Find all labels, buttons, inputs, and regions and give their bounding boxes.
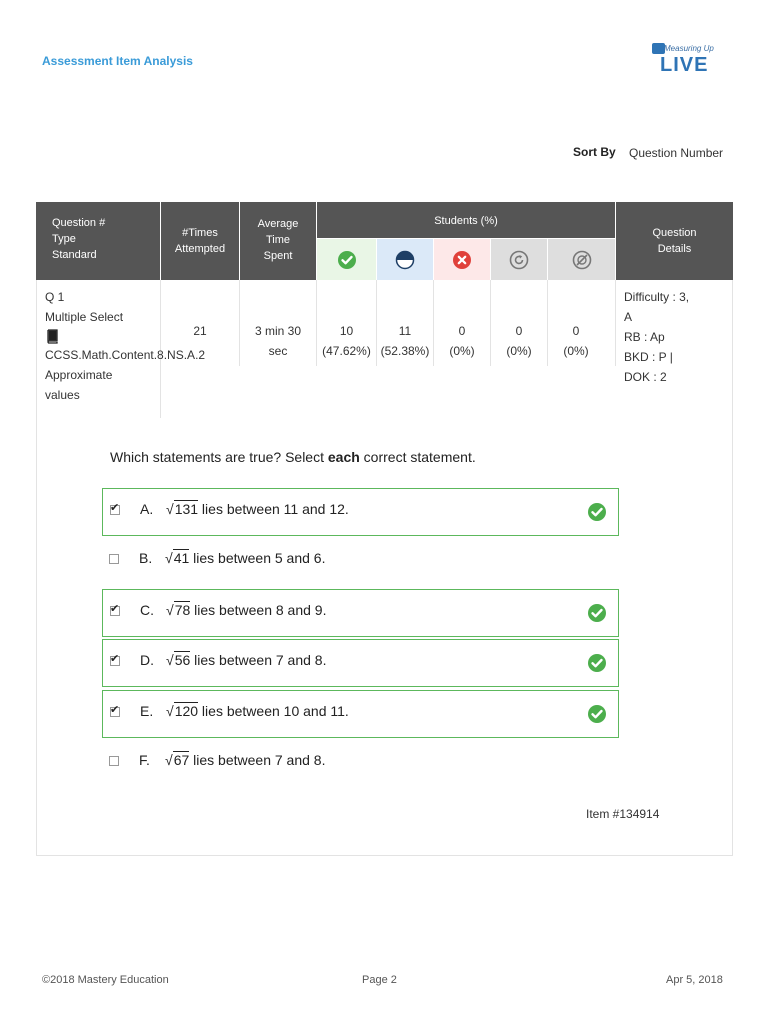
radicand: 120 (174, 703, 199, 719)
status-skipped-cell (548, 239, 615, 280)
question-type: Multiple Select (45, 310, 124, 324)
logo-small-text: Measuring Up (664, 44, 714, 53)
logo-big-text: LIVE (660, 54, 709, 76)
header-standard: Standard (52, 249, 97, 261)
status-partial-cell (377, 239, 433, 280)
standard-desc-line2: values (45, 388, 80, 402)
option-text (166, 501, 349, 517)
option-checkbox[interactable] (109, 756, 119, 766)
root-symbol: √ (165, 550, 173, 566)
check-mark-icon: ✔ (110, 502, 120, 514)
item-number: Item #134914 (586, 807, 660, 821)
prompt-bold: each (327, 449, 360, 465)
option-b[interactable] (102, 538, 619, 586)
option-statement: lies between 7 and 8. (190, 652, 327, 668)
check-mark-icon: ✔ (110, 653, 120, 665)
option-statement: lies between 8 and 9. (190, 602, 327, 618)
radicand: 78 (174, 602, 191, 618)
radicand: 41 (173, 550, 190, 566)
root-symbol: √ (165, 752, 173, 768)
student-percent: (52.38%) (380, 344, 430, 358)
header-students: Students (%) (317, 202, 615, 238)
skipped-students-value (548, 321, 604, 361)
student-count: 0 (572, 324, 580, 338)
question-prompt (110, 449, 476, 465)
option-letter: C. (140, 602, 154, 618)
detail-line: A (624, 310, 633, 324)
header-avg-line1: Average (257, 218, 299, 230)
option-letter: A. (140, 501, 154, 517)
option-letter: D. (140, 652, 154, 668)
option-d[interactable] (102, 639, 619, 687)
header-details-line1: Question (652, 227, 697, 239)
standard-desc-line1: Approximate (45, 368, 113, 382)
partial-students-value (377, 321, 433, 361)
correct-icon (587, 603, 607, 623)
question-info-cell (45, 287, 220, 405)
option-text (166, 703, 349, 719)
prompt-prefix: Which statements are true? Select (110, 449, 328, 465)
header-avg-line3: Spent (263, 250, 293, 262)
student-percent: (0%) (449, 344, 475, 358)
header-avg-line2: Time (265, 234, 291, 246)
option-letter: E. (140, 703, 154, 719)
option-text (165, 752, 325, 768)
status-correct-cell (317, 239, 376, 280)
question-number: Q 1 (45, 290, 65, 304)
student-count: 0 (458, 324, 466, 338)
incorrect-icon (452, 250, 472, 270)
header-times-line1: #Times (182, 227, 218, 239)
question-details-value (624, 287, 724, 387)
correct-icon (587, 704, 607, 724)
radicand: 131 (174, 501, 199, 517)
option-f[interactable] (102, 740, 619, 788)
option-text (166, 652, 326, 668)
detail-line: RB : Ap (624, 330, 665, 344)
book-icon[interactable] (45, 329, 59, 344)
detail-line: DOK : 2 (624, 370, 667, 384)
times-attempted-value: 21 (193, 324, 207, 338)
detail-line: Difficulty : 3, (624, 290, 690, 304)
option-a[interactable] (102, 488, 619, 536)
option-statement: lies between 5 and 6. (189, 550, 326, 566)
option-letter: F. (139, 752, 150, 768)
root-symbol: √ (166, 602, 174, 618)
header-times-line2: Attempted (174, 243, 226, 255)
option-checkbox[interactable] (110, 653, 120, 666)
student-count: 0 (515, 324, 523, 338)
radicand: 56 (174, 652, 191, 668)
status-incorrect-cell (434, 239, 490, 280)
skipped-icon (572, 250, 592, 270)
header-times-attempted (161, 202, 239, 280)
header-average-time (240, 202, 316, 280)
check-mark-icon: ✔ (110, 704, 120, 716)
option-statement: lies between 11 and 12. (198, 501, 349, 517)
average-time-value (240, 321, 316, 361)
option-checkbox[interactable] (110, 603, 120, 616)
detail-line: BKD : P | (624, 350, 673, 364)
student-percent: (0%) (506, 344, 532, 358)
report-title: Assessment Item Analysis (42, 54, 193, 68)
option-checkbox[interactable] (110, 704, 120, 717)
option-letter: B. (139, 550, 153, 566)
option-text (166, 602, 326, 618)
header-type: Type (52, 233, 76, 245)
partial-icon (395, 250, 415, 270)
row-divider (615, 280, 616, 366)
standard-code: CCSS.Math.Content.8.NS.A.2 (45, 348, 206, 362)
option-checkbox[interactable] (110, 502, 120, 515)
avg-time-line2: sec (268, 344, 288, 358)
option-e[interactable] (102, 690, 619, 738)
correct-students-value (317, 321, 376, 361)
option-text (165, 550, 325, 566)
footer-date: Apr 5, 2018 (666, 974, 723, 986)
option-statement: lies between 10 and 11. (198, 703, 349, 719)
header-question-details (616, 202, 733, 280)
option-c[interactable] (102, 589, 619, 637)
student-percent: (47.62%) (322, 344, 371, 358)
retry-students-value (491, 321, 547, 361)
header-question-number: Question # (52, 217, 106, 229)
correct-icon (587, 502, 607, 522)
footer-page-number: Page 2 (362, 974, 397, 986)
student-count: 11 (398, 324, 412, 338)
avg-time-line1: 3 min 30 (254, 324, 302, 338)
sort-by-label: Sort By (573, 145, 616, 159)
root-symbol: √ (166, 703, 174, 719)
student-count: 10 (339, 324, 354, 338)
sort-by-select[interactable]: Question Number (629, 146, 724, 160)
student-percent: (0%) (563, 344, 589, 358)
root-symbol: √ (166, 501, 174, 517)
status-retry-cell (491, 239, 547, 280)
incorrect-students-value (434, 321, 490, 361)
option-checkbox[interactable] (109, 554, 119, 564)
header-details-line2: Details (657, 243, 692, 255)
header-question-type-standard (36, 202, 160, 280)
root-symbol: √ (166, 652, 174, 668)
check-mark-icon: ✔ (110, 603, 120, 615)
correct-icon (587, 653, 607, 673)
measuring-up-live-logo (650, 42, 720, 82)
prompt-suffix: correct statement. (359, 449, 476, 465)
correct-icon (337, 250, 357, 270)
footer-copyright: ©2018 Mastery Education (42, 974, 169, 986)
radicand: 67 (173, 752, 190, 768)
retry-icon (509, 250, 529, 270)
option-statement: lies between 7 and 8. (189, 752, 326, 768)
